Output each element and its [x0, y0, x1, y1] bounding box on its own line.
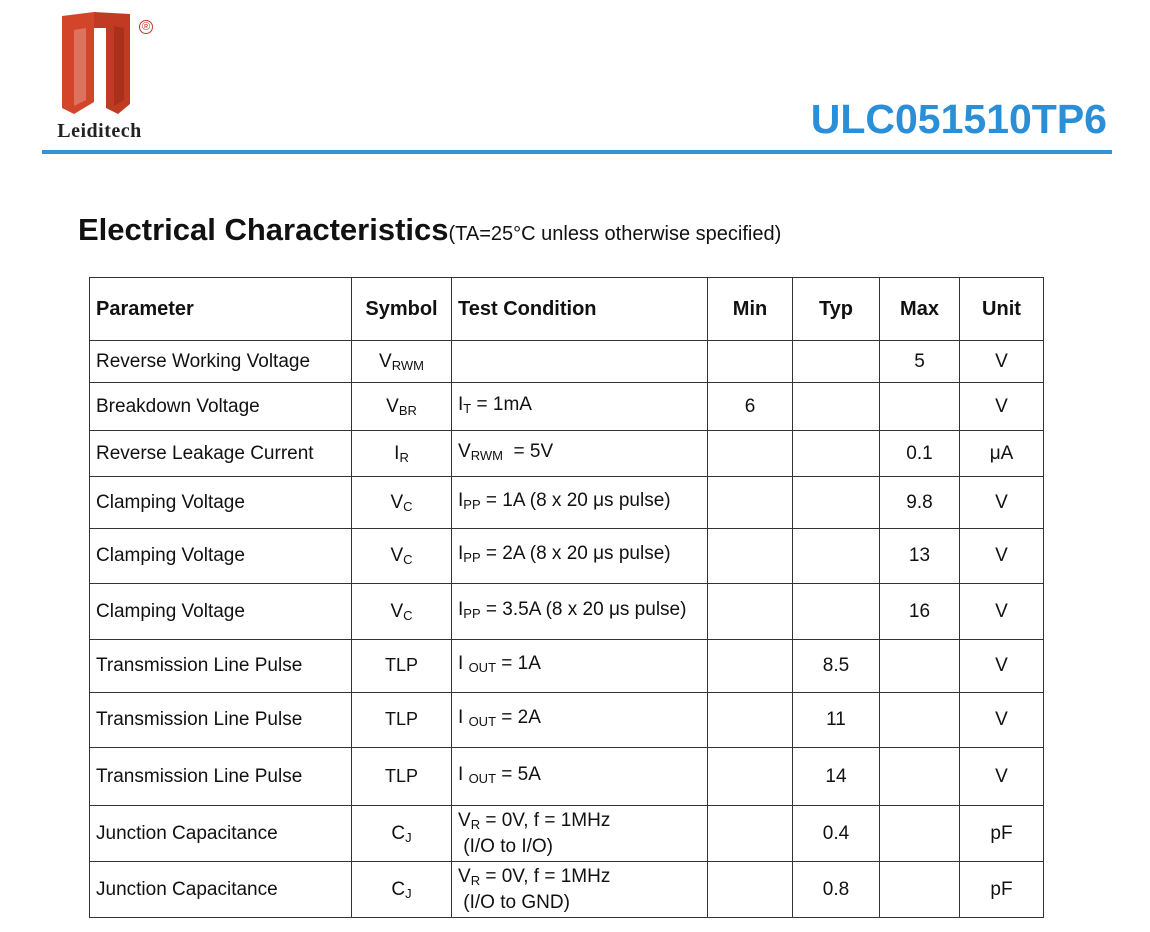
symbol-main: V	[390, 600, 404, 622]
symbol-main: C	[391, 878, 406, 900]
cell-test-condition	[452, 806, 708, 862]
cell-test-condition	[452, 862, 708, 918]
cell-parameter: Transmission Line Pulse	[90, 748, 352, 806]
cell-typ	[793, 431, 880, 477]
cell-typ: 14	[793, 748, 880, 806]
part-number: ULC051510TP6	[810, 96, 1107, 142]
cell-max	[880, 748, 960, 806]
condition-rest: = 2A	[496, 707, 541, 728]
cell-parameter: Transmission Line Pulse	[90, 693, 352, 748]
cell-parameter: Clamping Voltage	[90, 584, 352, 640]
condition-subscript: OUT	[468, 770, 497, 786]
cell-typ	[793, 584, 880, 640]
condition-main: I	[458, 598, 464, 620]
cell-test-condition	[452, 341, 708, 383]
cell-symbol	[352, 383, 452, 431]
condition-rest: = 0V, f = 1MHz	[480, 809, 611, 831]
condition-rest: = 3.5A (8 x 20 μs pulse)	[480, 598, 687, 620]
cell-test-condition	[452, 693, 708, 748]
cell-test-condition	[452, 431, 708, 477]
cell-max	[880, 806, 960, 862]
cell-unit: V	[960, 693, 1044, 748]
header-parameter: Parameter	[90, 278, 352, 341]
cell-min	[708, 529, 793, 584]
symbol-subscript: C	[403, 607, 413, 623]
condition-subscript: RWM	[470, 447, 503, 463]
symbol-subscript: J	[405, 829, 412, 845]
condition-subscript: R	[470, 816, 481, 832]
section-condition: (TA=25°C unless otherwise specified)	[448, 223, 782, 245]
symbol-main: TLP	[384, 765, 418, 786]
cell-max: 5	[880, 341, 960, 383]
registered-mark: ®	[139, 20, 153, 34]
cell-max	[880, 640, 960, 693]
condition-rest: = 2A (8 x 20 μs pulse)	[480, 543, 671, 564]
cell-symbol	[352, 693, 452, 748]
table-header-row	[90, 278, 1044, 341]
condition-rest: = 1A	[496, 653, 541, 674]
condition-subscript: PP	[463, 605, 481, 621]
symbol-subscript: BR	[398, 402, 417, 418]
cell-parameter: Junction Capacitance	[90, 862, 352, 918]
cell-min	[708, 584, 793, 640]
cell-max: 13	[880, 529, 960, 584]
symbol-main: V	[390, 545, 404, 566]
cell-parameter: Reverse Leakage Current	[90, 431, 352, 477]
condition-main: V	[458, 440, 471, 462]
condition-subscript: PP	[463, 550, 481, 565]
cell-typ	[793, 529, 880, 584]
cell-unit: pF	[960, 862, 1044, 918]
condition-subscript: OUT	[468, 660, 497, 675]
header-typ: Typ	[793, 278, 880, 341]
condition-subscript: R	[470, 872, 481, 888]
cell-parameter: Clamping Voltage	[90, 477, 352, 529]
symbol-subscript: J	[405, 885, 412, 901]
cell-symbol	[352, 748, 452, 806]
cell-unit: μA	[960, 431, 1044, 477]
cell-min	[708, 693, 793, 748]
cell-parameter: Reverse Working Voltage	[90, 341, 352, 383]
cell-unit: V	[960, 584, 1044, 640]
cell-max	[880, 862, 960, 918]
cell-max	[880, 383, 960, 431]
cell-typ: 0.4	[793, 806, 880, 862]
table-row	[90, 640, 1044, 693]
condition-main: I	[458, 707, 469, 728]
cell-max: 16	[880, 584, 960, 640]
condition-rest: = 1mA	[471, 393, 532, 415]
table-row	[90, 584, 1044, 640]
symbol-subscript: R	[399, 449, 409, 465]
symbol-main: TLP	[384, 709, 418, 729]
condition-main: I	[458, 763, 469, 785]
table-row	[90, 862, 1044, 918]
symbol-subscript: C	[403, 498, 413, 514]
cell-max: 9.8	[880, 477, 960, 529]
cell-parameter: Breakdown Voltage	[90, 383, 352, 431]
cell-typ	[793, 477, 880, 529]
cell-symbol	[352, 529, 452, 584]
header-unit: Unit	[960, 278, 1044, 341]
condition-main: V	[458, 865, 471, 887]
cell-min	[708, 640, 793, 693]
cell-unit: V	[960, 341, 1044, 383]
table-row	[90, 341, 1044, 383]
cell-max: 0.1	[880, 431, 960, 477]
electrical-characteristics-table	[89, 277, 1044, 918]
cell-min	[708, 477, 793, 529]
cell-test-condition	[452, 383, 708, 431]
cell-symbol	[352, 431, 452, 477]
cell-typ: 8.5	[793, 640, 880, 693]
condition-rest: = 5A	[496, 763, 541, 785]
cell-min	[708, 862, 793, 918]
table-row	[90, 477, 1044, 529]
symbol-main: I	[394, 442, 400, 464]
section-title: Electrical Characteristics	[78, 212, 449, 247]
cell-symbol	[352, 806, 452, 862]
cell-test-condition	[452, 640, 708, 693]
header-symbol: Symbol	[352, 278, 452, 341]
table-row	[90, 693, 1044, 748]
cell-symbol	[352, 477, 452, 529]
condition-rest: = 5V	[502, 440, 554, 462]
table-row	[90, 383, 1044, 431]
cell-min	[708, 431, 793, 477]
header-test-condition: Test Condition	[452, 278, 708, 341]
condition-main: I	[458, 489, 464, 511]
symbol-main: V	[386, 395, 399, 417]
condition-main: I	[458, 393, 464, 415]
cell-symbol	[352, 584, 452, 640]
cell-min	[708, 748, 793, 806]
cell-test-condition	[452, 584, 708, 640]
table-row	[90, 748, 1044, 806]
symbol-main: TLP	[384, 655, 418, 675]
brand-name: Leiditech	[57, 120, 142, 142]
cell-test-condition	[452, 748, 708, 806]
cell-symbol	[352, 640, 452, 693]
condition-main: I	[458, 543, 464, 564]
cell-unit: V	[960, 640, 1044, 693]
symbol-subscript: RWM	[391, 357, 424, 373]
cell-symbol	[352, 341, 452, 383]
symbol-main: C	[391, 822, 406, 844]
symbol-main: V	[390, 491, 404, 513]
cell-parameter: Transmission Line Pulse	[90, 640, 352, 693]
leiditech-logo-icon	[54, 8, 146, 120]
condition-subscript: OUT	[468, 714, 497, 729]
table-row	[90, 806, 1044, 862]
condition-main: V	[458, 809, 471, 831]
cell-min	[708, 341, 793, 383]
table-row	[90, 529, 1044, 584]
cell-typ	[793, 341, 880, 383]
cell-typ: 11	[793, 693, 880, 748]
section-heading	[78, 212, 781, 248]
symbol-main: V	[379, 350, 392, 372]
cell-test-condition	[452, 529, 708, 584]
cell-typ	[793, 383, 880, 431]
cell-max	[880, 693, 960, 748]
cell-min	[708, 806, 793, 862]
header-min: Min	[708, 278, 793, 341]
company-logo	[42, 8, 160, 146]
condition-subscript: PP	[463, 496, 481, 512]
symbol-subscript: C	[403, 552, 413, 567]
cell-parameter: Junction Capacitance	[90, 806, 352, 862]
cell-symbol	[352, 862, 452, 918]
header-max: Max	[880, 278, 960, 341]
cell-unit: V	[960, 383, 1044, 431]
cell-unit: pF	[960, 806, 1044, 862]
condition-rest: = 1A (8 x 20 μs pulse)	[480, 489, 671, 511]
condition-main: I	[458, 653, 469, 674]
cell-unit: V	[960, 748, 1044, 806]
condition-rest: = 0V, f = 1MHz	[480, 865, 611, 887]
condition-line2: (I/O to GND)	[458, 891, 570, 913]
header-divider	[42, 150, 1112, 154]
cell-unit: V	[960, 529, 1044, 584]
cell-min: 6	[708, 383, 793, 431]
condition-line2: (I/O to I/O)	[458, 835, 554, 857]
cell-typ: 0.8	[793, 862, 880, 918]
cell-parameter: Clamping Voltage	[90, 529, 352, 584]
condition-subscript: T	[463, 400, 472, 416]
cell-test-condition	[452, 477, 708, 529]
table-row	[90, 431, 1044, 477]
cell-unit: V	[960, 477, 1044, 529]
